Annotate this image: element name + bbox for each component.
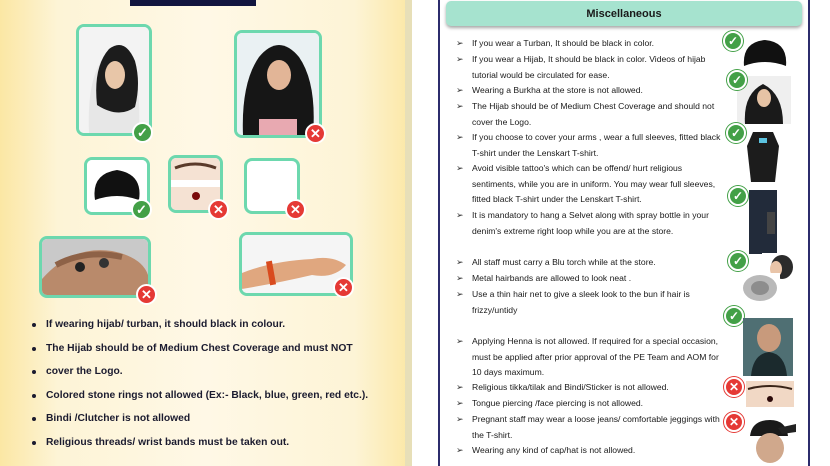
check-icon: ✓ bbox=[728, 251, 748, 271]
section-title: Miscellaneous bbox=[446, 1, 802, 26]
panel-divider bbox=[405, 0, 412, 466]
arrow-icon: ➢ bbox=[456, 289, 464, 299]
cross-icon: ✕ bbox=[305, 123, 326, 144]
list-item: ➢ Tongue piercing /face piercing is not allowed. bbox=[456, 396, 724, 412]
cross-icon: ✕ bbox=[724, 412, 744, 432]
list-item: ➢ It is mandatory to hang a Selvet along with spray bottle in your denim's extreme right loop while you are at the store. bbox=[456, 210, 709, 236]
arrow-icon: ➢ bbox=[456, 336, 464, 346]
list-item: ➢ Pregnant staff may wear a loose jeans/ comfortable jeggings with the T-shirt. bbox=[456, 414, 720, 440]
cap-image bbox=[746, 414, 798, 464]
check-icon: ✓ bbox=[724, 306, 744, 326]
list-item: ➢ If you wear a Turban, It should be black in color. bbox=[456, 36, 724, 52]
arrow-icon: ➢ bbox=[456, 382, 464, 392]
selvet-spray-image bbox=[741, 190, 785, 254]
arrow-icon: ➢ bbox=[456, 414, 464, 424]
left-panel bbox=[0, 0, 412, 466]
stone-rings-image bbox=[39, 236, 151, 298]
top-bar bbox=[130, 0, 256, 6]
list-item: ➢ The Hijab should be of Medium Chest Coverage and should not cover the Logo. bbox=[456, 101, 715, 127]
rule-item: Religious threads/ wrist bands must be taken out. bbox=[30, 436, 400, 460]
check-icon: ✓ bbox=[728, 186, 748, 206]
rule-item: cover the Logo. bbox=[30, 365, 400, 389]
list-item: ➢ Wearing a Burkha at the store is not allowed. bbox=[456, 83, 724, 99]
check-icon: ✓ bbox=[723, 31, 743, 51]
arrow-icon: ➢ bbox=[456, 54, 464, 64]
rule-item: If wearing hijab/ turban, it should black in colour. bbox=[30, 318, 400, 342]
right-panel bbox=[438, 0, 810, 466]
list-item: ➢ Avoid visible tattoo's which can be offend/ hurt religious sentiments, while you are in uniform. You may wear full sleeves, fitted black T-shirt under the Lenskart T-shirt. bbox=[456, 163, 716, 205]
arrow-icon: ➢ bbox=[456, 257, 464, 267]
cross-icon: ✕ bbox=[333, 277, 354, 298]
bindi-image bbox=[746, 381, 794, 407]
rule-item: Bindi /Clutcher is not allowed bbox=[30, 412, 400, 436]
list-item: ➢ Use a thin hair net to give a sleek look to the bun if hair is frizzy/untidy bbox=[456, 289, 690, 315]
hijab-correct-image bbox=[76, 24, 152, 136]
arrow-icon: ➢ bbox=[456, 445, 464, 455]
turban-image bbox=[740, 36, 790, 72]
check-icon: ✓ bbox=[727, 70, 747, 90]
check-icon: ✓ bbox=[726, 123, 746, 143]
arrow-icon: ➢ bbox=[456, 210, 464, 220]
arrow-icon: ➢ bbox=[456, 163, 464, 173]
arrow-icon: ➢ bbox=[456, 101, 464, 111]
arrow-icon: ➢ bbox=[456, 38, 464, 48]
arrow-icon: ➢ bbox=[456, 273, 464, 283]
cross-icon: ✕ bbox=[136, 284, 157, 305]
list-item: ➢ Religious tikka/tilak and Bindi/Sticker is not allowed. bbox=[456, 380, 724, 396]
hair-net-image bbox=[740, 273, 780, 303]
arrow-icon: ➢ bbox=[456, 398, 464, 408]
cross-icon: ✕ bbox=[724, 377, 744, 397]
arrow-icon: ➢ bbox=[456, 132, 464, 142]
check-icon: ✓ bbox=[131, 199, 152, 220]
henna-image bbox=[743, 318, 793, 376]
rule-item: The Hijab should be of Medium Chest Coverage and must NOT bbox=[30, 342, 400, 366]
list-item: ➢ Wearing any kind of cap/hat is not allowed. bbox=[456, 443, 724, 459]
cross-icon: ✕ bbox=[285, 199, 306, 220]
list-item: ➢ Applying Henna is not allowed. If required for a special occasion, must be applied after prior approval of the PE Team and AOM for 10 days maximum. bbox=[456, 336, 719, 378]
list-item: ➢ If you choose to cover your arms , wear a full sleeves, fitted black T-shirt under the Lenskart T-shirt. bbox=[456, 132, 721, 158]
arrow-icon: ➢ bbox=[456, 85, 464, 95]
list-item: ➢ All staff must carry a Blu torch while at the store. bbox=[456, 255, 724, 271]
list-item: ➢ Metal hairbands are allowed to look neat . bbox=[456, 271, 724, 287]
full-sleeves-image bbox=[745, 128, 781, 184]
rule-item: Colored stone rings not allowed (Ex:- Black, blue, green, red etc.). bbox=[30, 389, 400, 413]
dress-rules-list bbox=[30, 318, 400, 459]
list-item: ➢ If you wear a Hijab, It should be black in color. Videos of hijab tutorial would be circulated for ease. bbox=[456, 54, 706, 80]
check-icon: ✓ bbox=[132, 122, 153, 143]
hijab-incorrect-image bbox=[234, 30, 322, 138]
cross-icon: ✕ bbox=[208, 199, 229, 220]
